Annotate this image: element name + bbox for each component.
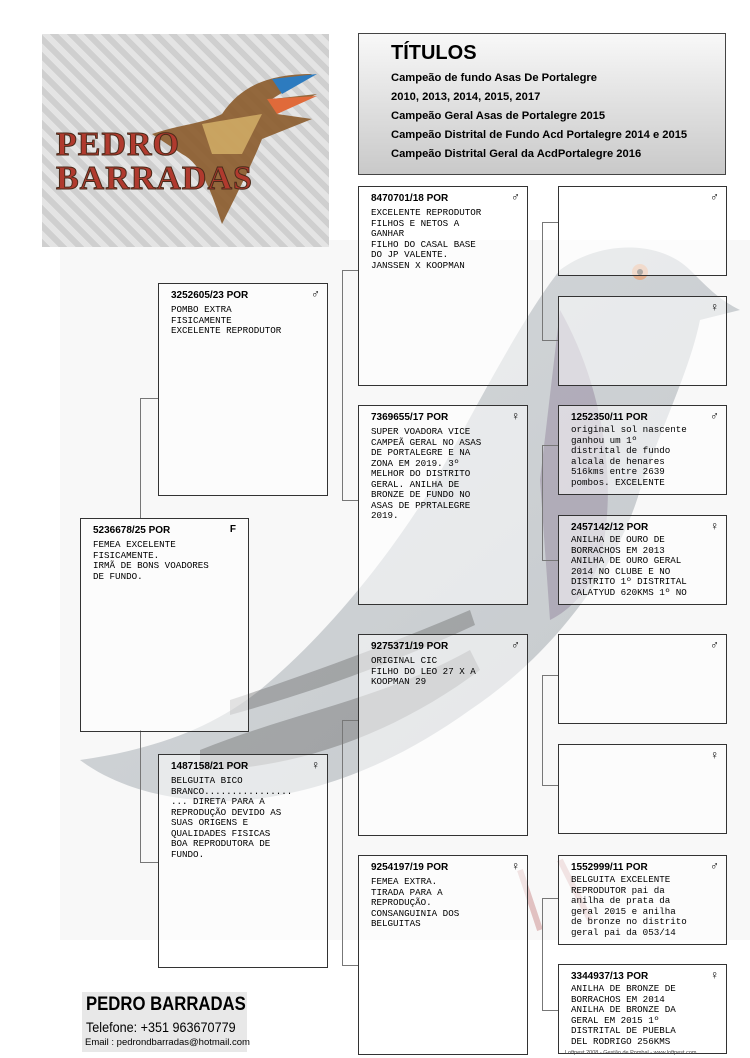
female-icon: ♀ bbox=[311, 758, 320, 772]
ring-number: 1552999/11 POR bbox=[571, 862, 648, 873]
male-icon: ♂ bbox=[511, 190, 520, 204]
ring-number: 7369655/17 POR bbox=[371, 412, 449, 423]
title-item: Campeão de fundo Asas De Portalegre bbox=[391, 72, 597, 84]
pedigree-card-grandparent[interactable] bbox=[358, 186, 528, 386]
bird-description: POMBO EXTRA FISICAMENTE EXCELENTE REPRODUTOR bbox=[171, 305, 282, 336]
ring-number: 5236678/25 POR bbox=[93, 525, 171, 536]
connector-line bbox=[542, 340, 558, 341]
pedigree-card-great-grandparent[interactable] bbox=[558, 855, 727, 945]
logo-text-first: PEDRO bbox=[56, 126, 180, 163]
male-icon: ♂ bbox=[511, 638, 520, 652]
female-icon: ♀ bbox=[511, 859, 520, 873]
connector-line bbox=[140, 398, 141, 518]
female-icon: ♀ bbox=[710, 748, 719, 762]
connector-line bbox=[542, 785, 558, 786]
connector-line bbox=[140, 398, 158, 399]
male-icon: ♂ bbox=[710, 638, 719, 652]
female-icon: ♀ bbox=[710, 968, 719, 982]
connector-line bbox=[342, 270, 343, 500]
pedigree-card-mother[interactable] bbox=[158, 754, 328, 968]
contact-phone: Telefone: +351 963670779 bbox=[86, 1019, 236, 1035]
ring-number: 2457142/12 POR bbox=[571, 522, 649, 533]
ring-number: 8470701/18 POR bbox=[371, 193, 449, 204]
connector-line bbox=[542, 675, 558, 676]
pedigree-card-great-grandparent[interactable] bbox=[558, 296, 727, 386]
breeder-logo bbox=[42, 34, 329, 247]
connector-line bbox=[542, 222, 543, 340]
ring-number: 1487158/21 POR bbox=[171, 761, 249, 772]
bird-description: EXCELENTE REPRODUTOR FILHOS E NETOS A GANHAR FILHO DO CASAL BASE DO JP VALENTE. JANSSEN X KOOPMAN bbox=[371, 208, 482, 271]
title-item: Campeão Distrital de Fundo Acd Portalegre 2014 e 2015 bbox=[391, 129, 688, 141]
pedigree-card-great-grandparent[interactable] bbox=[558, 744, 727, 834]
connector-line bbox=[542, 560, 558, 561]
pedigree-card-father[interactable] bbox=[158, 283, 328, 496]
ring-number: 1252350/11 POR bbox=[571, 412, 648, 423]
pedigree-card-subject[interactable] bbox=[80, 518, 249, 732]
connector-line bbox=[140, 730, 141, 862]
title-item: 2010, 2013, 2014, 2015, 2017 bbox=[391, 91, 541, 103]
pedigree-card-grandparent[interactable] bbox=[358, 855, 528, 1055]
connector-line bbox=[342, 720, 358, 721]
bird-description: BELGUITA EXCELENTE REPRODUTOR pai da anilha de prata da geral 2015 e anilha de bronze no distrito geral pai da 053/14 bbox=[571, 875, 687, 938]
title-item: Campeão Geral Asas de Portalegre 2015 bbox=[391, 110, 606, 122]
bird-description: original sol nascente ganhou um 1º distrital de fundo alcala de henares 516kms entre 2639 pombos. EXCELENTE bbox=[571, 425, 687, 488]
connector-line bbox=[542, 445, 558, 446]
pedigree-card-great-grandparent[interactable] bbox=[558, 186, 727, 276]
connector-line bbox=[542, 1010, 558, 1011]
male-icon: ♂ bbox=[710, 859, 719, 873]
female-icon: ♀ bbox=[511, 409, 520, 423]
pedigree-card-great-grandparent[interactable] bbox=[558, 964, 727, 1054]
connector-line bbox=[342, 965, 358, 966]
male-icon: ♂ bbox=[710, 409, 719, 423]
connector-line bbox=[342, 500, 358, 501]
footer-credit: Loftpest 2008 - Gestão de Pombal - www.loftpest.com bbox=[565, 1050, 697, 1056]
pedigree-card-grandparent[interactable] bbox=[358, 405, 528, 605]
pedigree-card-great-grandparent[interactable] bbox=[558, 634, 727, 724]
pedigree-card-grandparent[interactable] bbox=[358, 634, 528, 836]
ring-number: 9254197/19 POR bbox=[371, 862, 449, 873]
connector-line bbox=[342, 270, 358, 271]
connector-line bbox=[542, 898, 543, 1010]
bird-description: BELGUITA BICO BRANCO................ ... DIRETA PARA A REPRODUÇÃO DEVIDO AS SUAS ORIGENS E QUALIDADES FISICAS BOA REPRODUTORA DE FUNDO. bbox=[171, 776, 293, 860]
ring-number: 9275371/19 POR bbox=[371, 641, 449, 652]
connector-line bbox=[542, 898, 558, 899]
titles-heading: TÍTULOS bbox=[391, 42, 477, 64]
bird-description: ANILHA DE BRONZE DE BORRACHOS EM 2014 ANILHA DE BRONZE DA GERAL EM 2015 1º DISTRITAL DE PUEBLA DEL RODRIGO 256KMS bbox=[571, 984, 676, 1047]
male-icon: ♂ bbox=[710, 190, 719, 204]
female-icon: ♀ bbox=[710, 300, 719, 314]
pedigree-card-great-grandparent[interactable] bbox=[558, 405, 727, 495]
contact-name: PEDRO BARRADAS bbox=[86, 994, 246, 1015]
female-icon: ♀ bbox=[710, 519, 719, 533]
bird-description: FEMEA EXTRA. TIRADA PARA A REPRODUÇÃO. CONSANGUINIA DOS BELGUITAS bbox=[371, 877, 460, 929]
connector-line bbox=[342, 720, 343, 965]
titles-panel bbox=[358, 33, 726, 175]
contact-block bbox=[82, 992, 250, 1052]
ring-number: 3252605/23 POR bbox=[171, 290, 249, 301]
logo-text-last: BARRADAS bbox=[56, 160, 253, 197]
contact-email: Email : pedrondbarradas@hotmail.com bbox=[85, 1037, 250, 1048]
bird-description: FEMEA EXCELENTE FISICAMENTE. IRMÃ DE BONS VOADORES DE FUNDO. bbox=[93, 540, 209, 582]
pedigree-card-great-grandparent[interactable] bbox=[558, 515, 727, 605]
bird-description: ORIGINAL CIC FILHO DO LEO 27 X A KOOPMAN 29 bbox=[371, 656, 476, 687]
ring-number: 3344937/13 POR bbox=[571, 971, 649, 982]
male-icon: ♂ bbox=[311, 287, 320, 301]
connector-line bbox=[542, 675, 543, 785]
bird-description: SUPER VOADORA VICE CAMPEÃ GERAL NO ASAS DE PORTALEGRE E NA ZONA EM 2019. 3º MELHOR DO DISTRITO GERAL. ANILHA DE BRONZE DE FUNDO NO ASAS DE PPRTALEGRE 2019. bbox=[371, 427, 482, 521]
sex-marker: F bbox=[229, 524, 236, 535]
connector-line bbox=[140, 862, 158, 863]
title-item: Campeão Distrital Geral da AcdPortalegre 2016 bbox=[391, 148, 642, 160]
bird-description: ANILHA DE OURO DE BORRACHOS EM 2013 ANILHA DE OURO GERAL 2014 NO CLUBE E NO DISTRITO 1º DISTRITAL CALATYUD 620KMS 1º NO bbox=[571, 535, 687, 598]
connector-line bbox=[542, 445, 543, 560]
connector-line bbox=[542, 222, 558, 223]
